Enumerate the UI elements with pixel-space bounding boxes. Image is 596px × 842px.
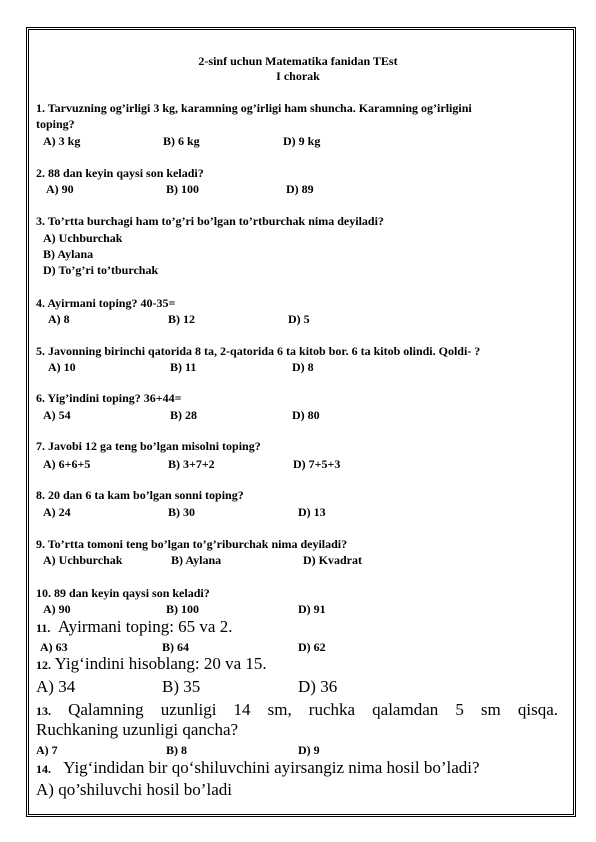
question-3-option-a: A) Uchburchak [43,231,123,245]
question-9-option-d: D) Kvadrat [303,553,362,567]
question-11-number: 11. [36,621,51,635]
question-9-text: 9. To’rtta tomoni teng bo’lgan to’g’riburchak nima deyiladi? [36,537,348,551]
question-12-body: Yig‘indini hisoblang: 20 va 15. [51,654,267,673]
question-7-option-a: A) 6+6+5 [43,457,91,471]
question-10-text: 10. 89 dan keyin qaysi son keladi? [36,586,210,600]
question-13-option-a: A) 7 [36,743,58,757]
question-9-option-a: A) Uchburchak [43,553,123,567]
question-3-text: 3. To’rtta burchagi ham to’g’ri bo’lgan to’rtburchak nima deyiladi? [36,214,384,228]
question-12-option-d: D) 36 [298,677,338,696]
question-6-text: 6. Yig’indini toping? 36+44= [36,391,182,405]
question-11-option-b: B) 64 [162,640,189,654]
question-1-text: 1. Tarvuzning og’irligi 3 kg, karamning og’irligi ham shuncha. Karamning og’irligini [36,101,472,115]
question-5-text: 5. Javonning birinchi qatorida 8 ta, 2-qatorida 6 ta kitob bor. 6 ta kitob olindi. Qoldi- ? [36,344,481,358]
question-2-option-b: B) 100 [166,182,199,196]
question-13-text-cont: Ruchkaning uzunligi qancha? [36,720,239,739]
question-5-option-b: B) 11 [170,360,197,374]
question-8-option-d: D) 13 [298,505,326,519]
question-11-option-d: D) 62 [298,640,326,654]
question-13-option-b: B) 8 [166,743,187,757]
question-14-option-a: A) qo’shiluvchi hosil bo’ladi [36,780,232,799]
question-7-text: 7. Javobi 12 ga teng bo’lgan misolni toping? [36,439,261,453]
question-6-option-b: B) 28 [170,408,197,422]
question-14-body: Yig‘indidan bir qo‘shiluvchini ayirsangiz nima hosil bo’ladi? [51,758,480,777]
question-2-option-a: A) 90 [46,182,74,196]
question-6-option-a: A) 54 [43,408,71,422]
question-12-number: 12. [36,658,51,672]
question-7-option-d: D) 7+5+3 [293,457,341,471]
question-3-option-d: D) To’g’ri to’tburchak [43,263,159,277]
question-4-text: 4. Ayirmani toping? 40-35= [36,296,176,310]
question-8-option-a: A) 24 [43,505,71,519]
question-9-option-b: B) Aylana [171,553,222,567]
question-4-option-a: A) 8 [48,312,70,326]
question-1-option-d: D) 9 kg [283,134,321,148]
question-10-option-d: D) 91 [298,602,326,616]
question-10-option-a: A) 90 [43,602,71,616]
question-11-option-a: A) 63 [40,640,68,654]
question-2-text: 2. 88 dan keyin qaysi son keladi? [36,166,204,180]
question-13-number: 13. [36,704,51,718]
question-14-text [36,758,480,778]
question-4-option-d: D) 5 [288,312,310,326]
question-11-text [36,617,232,637]
question-1-option-a: A) 3 kg [43,134,81,148]
question-4-option-b: B) 12 [168,312,195,326]
question-6-option-d: D) 80 [292,408,320,422]
question-12-text [36,654,267,674]
question-13-option-d: D) 9 [298,743,320,757]
question-7-option-b: B) 3+7+2 [168,457,215,471]
question-13-text [36,700,558,720]
question-2-option-d: D) 89 [286,182,314,196]
question-11-body: Ayirmani toping: 65 va 2. [50,617,233,636]
question-12-option-a: A) 34 [36,677,76,696]
page-title: 2-sinf uchun Matematika fanidan TEst [198,54,398,68]
question-3-option-b: B) Aylana [43,247,94,261]
question-8-option-b: B) 30 [168,505,195,519]
question-12-option-b: B) 35 [162,677,201,696]
question-10-option-b: B) 100 [166,602,199,616]
question-5-option-a: A) 10 [48,360,76,374]
question-1-text-cont: toping? [36,117,75,131]
page-subtitle: I chorak [276,69,320,83]
question-14-number: 14. [36,762,51,776]
question-8-text: 8. 20 dan 6 ta kam bo’lgan sonni toping? [36,488,244,502]
question-5-option-d: D) 8 [292,360,314,374]
question-13-body: Qalamning uzunligi 14 sm, ruchka qalamdan 5 sm qisqa. [51,700,558,719]
question-1-option-b: B) 6 kg [163,134,200,148]
